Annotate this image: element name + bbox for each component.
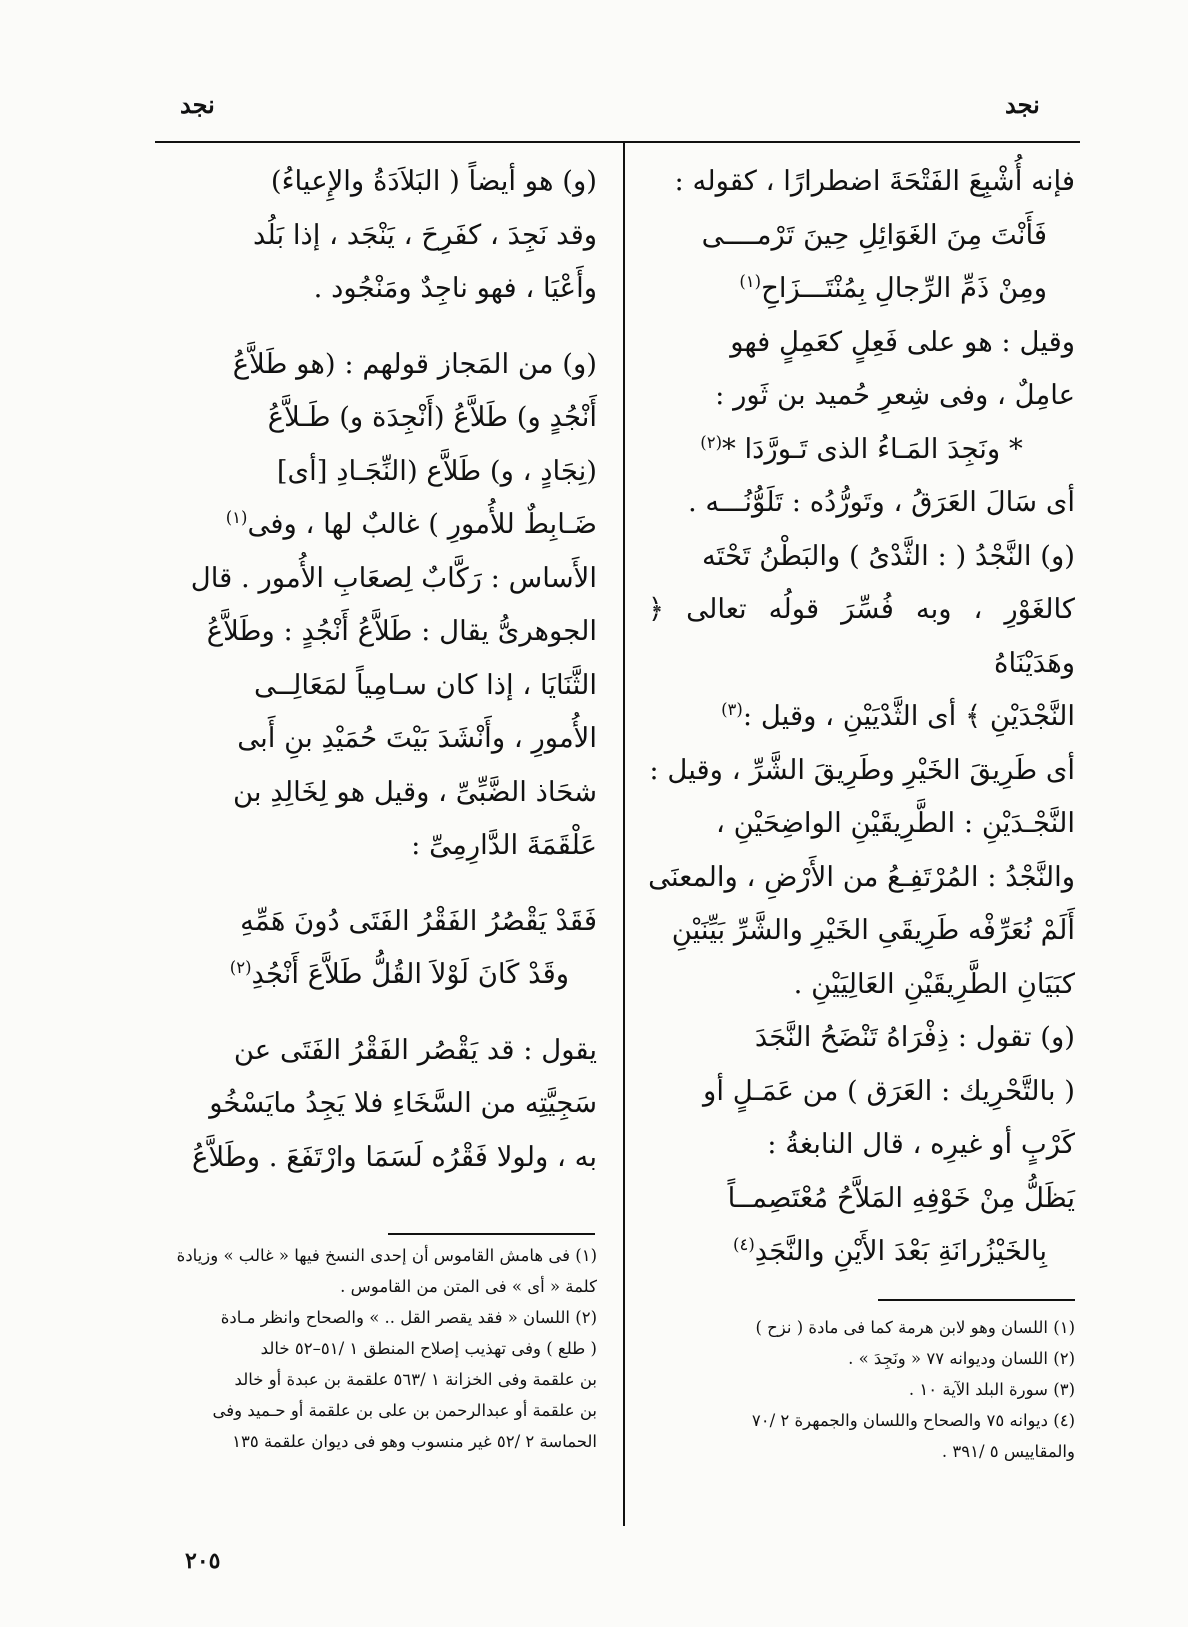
- text-line: الثَّنَايَا ، إذا كان سـامِياً لمَعَالِــى: [253, 668, 597, 701]
- left-column: [145, 155, 597, 1184]
- paragraph-gap: [145, 316, 597, 338]
- text-line: عامِلٌ ، وفى شِعرِ حُميد بن ثَور :: [715, 379, 1075, 411]
- text-line: النَّجْـدَيْنِ : الطَّرِيقَيْنِ الواضِحَيْنِ ،: [715, 807, 1075, 839]
- text-line: أَنْجُدٍ و) طَلاَّعُ (أَنْجِدَة و) طَـلاَّعُ: [267, 401, 597, 433]
- text-line: ضَـابِطٌ للأُمورِ ) غالبٌ لها ، وفى$^{(١)}$: [225, 507, 597, 540]
- footnote-continuation: ( طلع ) وفى تهذيب إصلاح المنطق ١ /٥١–٥٢ خالد: [260, 1339, 597, 1358]
- text-line: كَرْبٍ أو غيرِه ، قال النابغةُ :: [767, 1128, 1075, 1160]
- text-line: (نِجَادٍ ، و) طَلاَّع (النِّجَـادِ [أى]: [276, 454, 597, 487]
- text-line: (و) من المَجاز قولهم : (هو طَلاَّعُ: [232, 347, 597, 380]
- verse-line: فَأَنْتَ مِنَ الغَوَائِلِ حِينَ تَرْمــــى: [701, 218, 1047, 251]
- text-line: فإنه أُشْبِعَ الفَتْحَةَ اضطرارًا ، كقوله :: [674, 165, 1075, 197]
- footnote: (١) اللسان وهو لابن هرمة كما فى مادة ( نزح ): [755, 1318, 1075, 1337]
- text-line: كبَيَانِ الطَّرِيقَيْنِ العَالِيَيْنِ .: [793, 967, 1075, 1000]
- footnote-rule-right: [878, 1299, 1075, 1301]
- text-line: وقد نَجِدَ ، كفَرِحَ ، يَنْجَد ، إذا بَلُد: [252, 218, 597, 251]
- footnote-rule-left: [388, 1233, 595, 1235]
- footnotes-left: [145, 1240, 597, 1457]
- text-line: أى سَالَ العَرَقُ ، وتَورُّدُه : تَلَوُّنُـــه .: [687, 486, 1075, 518]
- footnote-marker: (١): [225, 507, 248, 527]
- text-line: أى طَرِيقَ الخَيْرِ وطَرِيقَ الشَّرِّ ، وقيل :: [649, 753, 1075, 786]
- verse-line: ومِنْ ذَمِّ الرِّجالِ بِمُنْتَـــزَاحِ$^{(١)}$: [739, 271, 1047, 304]
- text-line: (و) تقول : ذِفْرَاهُ تَنْضَحُ النَّجَدَ: [754, 1021, 1075, 1053]
- page-number: ٢٠٥: [185, 1548, 221, 1574]
- text-line: الجوهرىُّ يقال : طَلاَّعُ أَنْجُدٍ : وطَلاَّعُ: [206, 615, 597, 647]
- verse-line: بِالخَيْزُرانَةِ بَعْدَ الأَيْنِ والنَّجَدِ$^{(٤)}$: [733, 1234, 1047, 1267]
- footnote: (٤) ديوانه ٧٥ والصحاح واللسان والجمهرة ٢ /٧٠: [751, 1411, 1075, 1430]
- footnote-continuation: والمقاييس ٥ /٣٩١ .: [941, 1442, 1075, 1461]
- text-line: أَلَمْ نُعَرِّفْه طَرِيقَىِ الخَيْرِ والشَّرِّ بَيِّنَيْنِ: [671, 914, 1075, 946]
- verse-line: فَقَدْ يَقْصُرُ الفَقْرُ الفَتَى دُونَ هَمِّهِ: [240, 904, 597, 937]
- footnote-continuation: الحماسة ٢ /٥٢ غير منسوب وهو فى ديوان علقمة ١٣٥: [232, 1432, 597, 1451]
- header-right-word: نجد: [1005, 90, 1040, 119]
- text-line: النَّجْدَيْنِ ﴾ أى الثَّدْيَيْنِ ، وقيل :$^{(٣)}$: [721, 699, 1075, 732]
- text-line: (و) هو أيضاً ( البَلاَدَةُ والإِعياءُ): [270, 165, 597, 197]
- footnote: (٢) اللسان « فقد يقصر القل .. » والصحاح وانظر مـادة: [220, 1308, 597, 1327]
- column-divider: [623, 141, 625, 1526]
- text-line: سَجِيَّتِه من السَّخَاءِ فلا يَجِدُ مايَسْخُو: [209, 1087, 597, 1119]
- verse-line: وقَدْ كَانَ لَوْلاَ القُلُّ طَلاَّعَ أَنْجُدِ$^{(٢)}$: [229, 957, 569, 990]
- text-line: كالغَوْرِ ، وبه فُسِّرَ قولُه تعالى ﴿ وهَدَيْنَاهُ: [648, 593, 1075, 679]
- footnote-marker: (١): [739, 271, 762, 291]
- footnotes-right: [648, 1312, 1075, 1467]
- text-line: الأُمورِ ، وأَنْشَدَ بَيْتَ حُمَيْدِ بنِ أَبى: [237, 722, 597, 754]
- text-line: شحَاذ الضَّبِّىِّ ، وقيل هو لِخَالِدِ بن: [233, 775, 597, 808]
- text-line: يقول : قد يَقْصُر الفَقْرُ الفَتَى عن: [233, 1033, 597, 1066]
- footnote-continuation: كلمة « أى » فى المتن من القاموس .: [340, 1277, 597, 1296]
- footnote-marker: (٣): [721, 699, 743, 719]
- text-line: ( بالتَّحْرِيك : العَرَق ) من عَمَـلٍ أو: [703, 1074, 1075, 1107]
- text-line: وقيل : هو على فَعِلٍ كعَمِلٍ فهو: [730, 325, 1075, 358]
- top-rule: [155, 141, 1080, 143]
- footnote-continuation: بن علقمة أو عبدالرحمن بن على بن علقمة أو حـميد وفى: [212, 1401, 597, 1420]
- verse-line: * ونَجِدَ المَـاءُ الذى تَـورَّدَا *$^{(٢)}$: [700, 432, 1023, 465]
- footnote-continuation: بن علقمة وفى الخزانة ١ /٥٦٣ علقمة بن عبدة أو خالد: [234, 1370, 597, 1389]
- text-line: وأَعْيَا ، فهو ناجِدٌ ومَنْجُود .: [313, 272, 597, 304]
- right-column: [648, 155, 1075, 1279]
- text-line: الأَساس : رَكَّابٌ لِصعَابِ الأُمور . قال: [190, 561, 597, 594]
- footnote-marker: (٢): [229, 957, 252, 977]
- footnote-marker: (٢): [700, 432, 723, 452]
- text-line: والنَّجْدُ : المُرْتَفِـعُ من الأَرْضِ ، والمعنَى: [648, 860, 1075, 893]
- text-line: (و) النَّجْدُ ( : الثَّدْىُ ) والبَطْنُ تَحْتَه: [702, 539, 1075, 572]
- header-left-word: نجد: [180, 90, 215, 119]
- text-line: به ، ولولا فَقْرُه لَسَمَا وارْتَفَعَ . وطَلاَّعُ: [192, 1140, 597, 1173]
- footnote: (٣) سورة البلد الآية ١٠ .: [908, 1380, 1075, 1399]
- footnote: (١) فى هامش القاموس أن إحدى النسخ فيها « غالب » وزيادة: [176, 1246, 597, 1265]
- paragraph-gap: [145, 873, 597, 895]
- footnote: (٢) اللسان وديوانه ٧٧ « ونَجِدَ » .: [848, 1349, 1075, 1368]
- paragraph-gap: [145, 1002, 597, 1024]
- verse-line: يَظَلُّ مِنْ خَوْفِهِ المَلاَّحُ مُعْتَصِمــاً: [727, 1181, 1075, 1214]
- text-line: عَلْقَمَةَ الدَّارِمِىِّ :: [411, 829, 597, 861]
- footnote-marker: (٤): [733, 1234, 755, 1254]
